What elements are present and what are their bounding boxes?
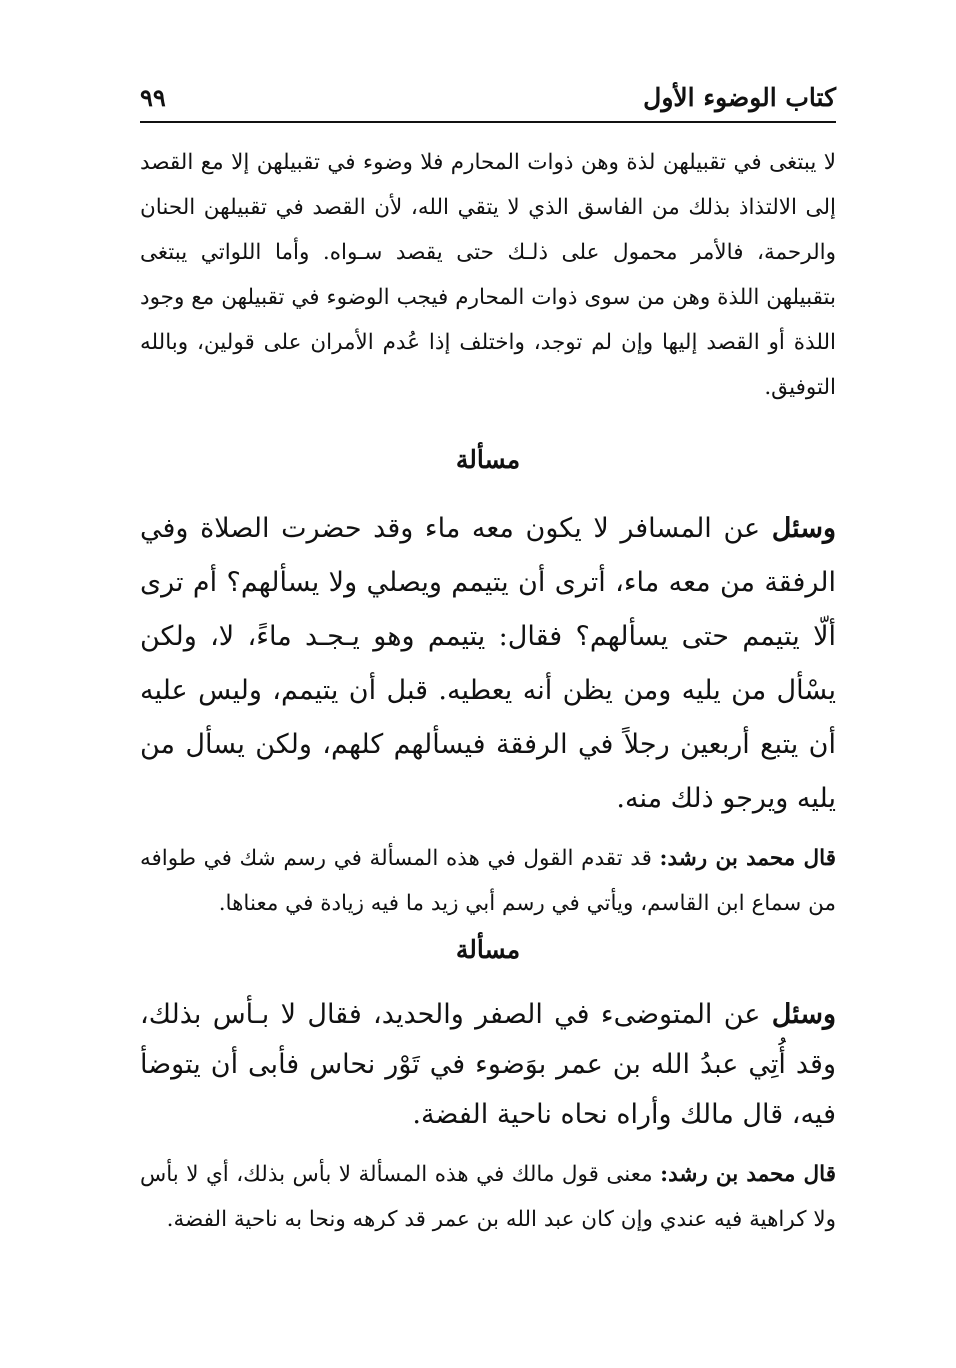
commentary-text-1: قد تقدم القول في هذه المسألة في رسم شك في طوافه من سماع ابن القاسم، ويأتي في رسم أبي زيد ما فيه زيادة في معناها. (140, 846, 836, 916)
question-text-1: عن المسافر لا يكون معه ماء وقد حضرت الصلاة وفي الرفقة من معه ماء، أترى أن يتيمم ويصلي ولا يسألهم؟ أم ترى ألّا يتيمم حتى يسألهم؟ فقال: يتيمم وهو يـجـد ماءً، لا، ولكن يسْأل من يليه ومن يظن أنه يعطيه. قبل أن يتيمم، وليس عليه أن يتبع أربعين رجلاً في الرفقة فيسألهم كلهم، ولكن يسأل من يليه ويرجو ذلك منه. (140, 513, 836, 814)
running-title: كتاب الوضوء الأول (643, 83, 836, 112)
commentary-text-2: معنى قول مالك في هذه المسألة لا بأس بذلك، أي لا بأس ولا كراهية فيه عندي وإن كان عبد الله بن عمر قد كرهه ونحا به ناحية الفضة. (140, 1162, 836, 1232)
question-text-2: عن المتوضىء في الصفر والحديد، فقال لا بـأس بذلك، وقد أُتِي عبدُ الله بن عمر بوَضوء في تَوْر نحاس فأبى أن يتوضأ فيه، قال مالك وأراه نحاه ناحية الفضة. (140, 999, 836, 1130)
page-header (140, 80, 836, 124)
section-heading-masala-2: مسألة (455, 935, 521, 964)
commentary-paragraph-2 (140, 1152, 836, 1242)
commentary-lead-2: قال محمد بن رشد: (660, 1162, 836, 1187)
section-heading-masala-1: مسألة (455, 445, 521, 474)
page-number: ٩٩ (140, 83, 166, 112)
question-lead-2: وسئل (771, 999, 836, 1030)
question-lead-1: وسئل (771, 513, 836, 544)
intro-paragraph: لا يبتغى في تقبيلهن لذة وهن ذوات المحارم فلا وضوء في تقبيلهن إلا مع القصد إلى الالتذاذ بذلك من الفاسق الذي لا يتقي الله، لأن القصد في تقبيلهن الحنان والرحمة، فالأمر محمول على ذلـك حتى يقصد سـواه. وأما اللواتي يبتغى بتقبيلهن اللذة وهن من سوى ذوات المحارم فيجب الوضوء في تقبيلهن مع وجود اللذة أو القصد إليها وإن لم توجد، واختلف إذا عُدم الأمران على قولين، وبالله التوفيق. (140, 150, 836, 400)
header-divider (140, 121, 836, 123)
question-paragraph-2 (140, 990, 836, 1140)
question-paragraph-1 (140, 502, 836, 826)
commentary-lead-1: قال محمد بن رشد: (659, 846, 837, 871)
commentary-paragraph-1 (140, 836, 836, 926)
page-body (140, 140, 836, 1242)
